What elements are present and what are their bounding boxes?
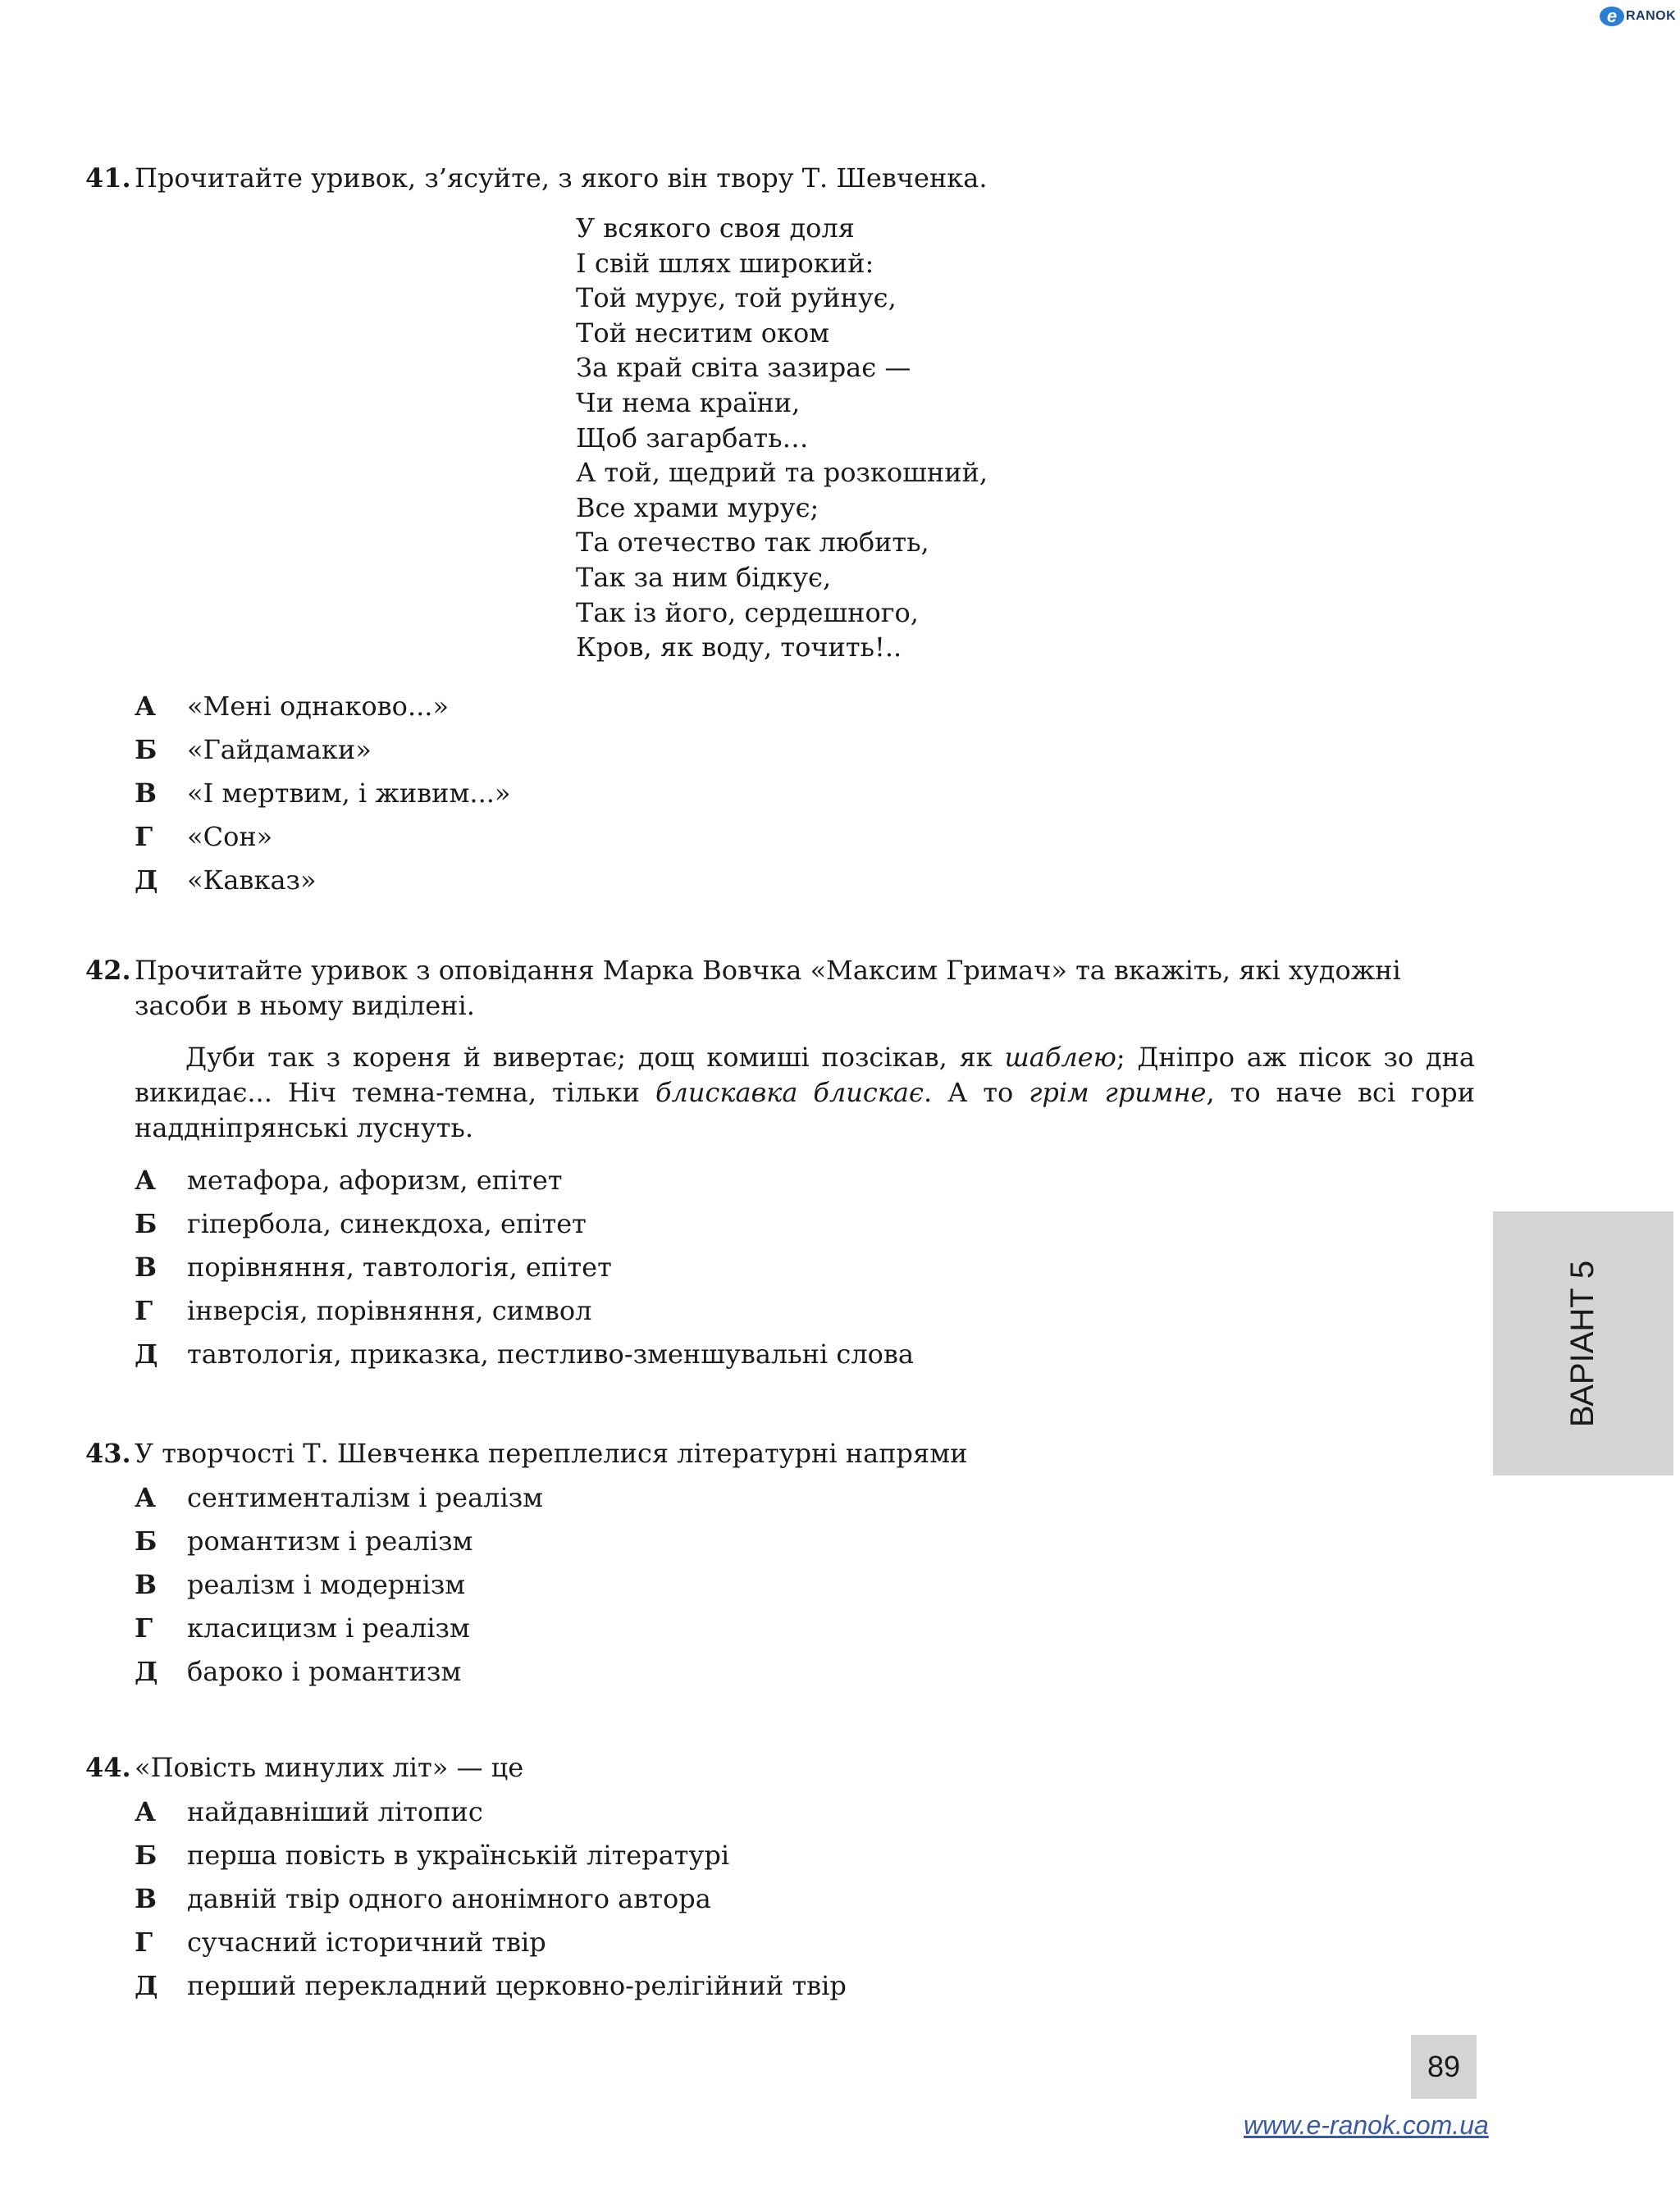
poem-line: Щоб загарбать… xyxy=(576,422,809,454)
answer-option xyxy=(135,1607,1475,1650)
option-letter: Д xyxy=(135,1656,158,1687)
prose-highlight: блискавка блискає xyxy=(655,1077,924,1108)
answer-option xyxy=(135,772,1475,815)
option-text: романтизм і реалізм xyxy=(187,1526,473,1557)
option-letter: В xyxy=(135,1252,158,1283)
option-letter: Д xyxy=(135,1339,158,1370)
option-text: «Мені однаково...» xyxy=(187,690,450,722)
option-text: «Сон» xyxy=(187,820,273,852)
option-text: «І мертвим, і живим...» xyxy=(187,777,511,809)
prose-highlight: шаблею xyxy=(1004,1042,1116,1073)
poem-line: Так за ним бідкує, xyxy=(576,561,832,593)
question-text: Прочитайте уривок, з’ясуйте, з якого він твору Т. Шевченка. xyxy=(135,162,988,194)
option-letter: Г xyxy=(135,1612,153,1644)
prose-text: . А то xyxy=(923,1077,1029,1108)
option-letter: Г xyxy=(135,1927,153,1958)
answer-option xyxy=(135,1289,1475,1333)
answer-option xyxy=(135,1520,1475,1563)
prose-excerpt xyxy=(135,1040,1475,1146)
option-text: гіпербола, синекдоха, епітет xyxy=(187,1208,587,1239)
poem-line: У всякого своя доля xyxy=(576,212,855,244)
answer-option xyxy=(135,1921,1475,1964)
answer-option xyxy=(135,1246,1475,1289)
option-text: перша повість в українській літературі xyxy=(187,1840,730,1871)
option-letter: В xyxy=(135,777,158,809)
option-text: сентименталізм і реалізм xyxy=(187,1482,544,1513)
option-letter: Б xyxy=(135,1840,158,1871)
answer-option xyxy=(135,685,1475,728)
answer-options xyxy=(135,1790,1475,2008)
prose-text: , то наче всі гори наддніпрянські луснуть. xyxy=(135,1077,1476,1143)
option-letter: А xyxy=(135,1482,157,1513)
answer-option xyxy=(135,859,1475,902)
option-letter: В xyxy=(135,1883,158,1914)
poem-line: Чи нема країни, xyxy=(576,386,801,418)
answer-option xyxy=(135,1834,1475,1877)
answer-option xyxy=(135,815,1475,859)
option-text: бароко і романтизм xyxy=(187,1656,462,1687)
answer-option xyxy=(135,1333,1475,1376)
question-number: 41. xyxy=(85,162,131,194)
option-letter: А xyxy=(135,1165,157,1196)
option-letter: Б xyxy=(135,733,158,765)
answer-options xyxy=(135,1159,1475,1376)
option-letter: Б xyxy=(135,1526,158,1557)
option-letter: Д xyxy=(135,864,158,896)
poem-line: Кров, як воду, точить!.. xyxy=(576,632,902,664)
variant-side-tab xyxy=(1493,1211,1673,1475)
answer-option xyxy=(135,1964,1475,2008)
page-number: 89 xyxy=(1411,2035,1477,2099)
option-text: класицизм і реалізм xyxy=(187,1612,470,1644)
option-text: інверсія, порівняння, символ xyxy=(187,1295,592,1326)
prose-text: ; Дніпро аж пісок зо дна викидає... Ніч темна-темна, тільки xyxy=(135,1042,1476,1108)
answer-option xyxy=(135,1202,1475,1246)
question-44 xyxy=(85,1750,1475,2008)
question-text: У творчості Т. Шевченка переплелися літературні напрями xyxy=(135,1438,968,1469)
option-letter: А xyxy=(135,690,157,722)
option-text: найдавніший літопис xyxy=(187,1796,483,1827)
answer-option xyxy=(135,1790,1475,1834)
variant-label: ВАРІАНТ 5 xyxy=(1564,1260,1601,1427)
poem-line: Все храми мурує; xyxy=(576,491,819,523)
option-letter: Г xyxy=(135,1295,153,1326)
answer-options xyxy=(135,1476,1475,1694)
question-number: 44. xyxy=(85,1752,131,1783)
question-text: «Повість минулих літ» — це xyxy=(135,1752,524,1783)
question-text-continued: засоби в ньому виділені. xyxy=(135,990,475,1021)
answer-option xyxy=(135,1476,1475,1520)
prose-highlight: грім гримне xyxy=(1029,1077,1207,1108)
logo-text: RANOK xyxy=(1626,9,1677,23)
poem-line: Так із його, сердешного, xyxy=(576,596,919,628)
answer-option xyxy=(135,728,1475,772)
option-text: реалізм і модернізм xyxy=(187,1569,466,1600)
option-text: давній твір одного анонімного автора xyxy=(187,1883,711,1914)
poem-line: Той неситим оком xyxy=(576,317,830,349)
website-link[interactable]: www.e-ranok.com.ua xyxy=(1244,2110,1489,2140)
poem-line: Та отечество так любить, xyxy=(576,527,929,559)
prose-text: Дуби так з кореня й вивертає; дощ комиші позсікав, як xyxy=(185,1042,1005,1073)
answer-options xyxy=(135,685,1475,902)
option-text: тавтологія, приказка, пестливо-зменшувальні слова xyxy=(187,1339,914,1370)
answer-option xyxy=(135,1650,1475,1694)
poem-line: Той мурує, той руйнує, xyxy=(576,282,897,314)
poem-excerpt xyxy=(576,211,1475,665)
option-text: перший перекладний церковно-релігійний твір xyxy=(187,1970,847,2001)
poem-line: І свій шлях широкий: xyxy=(576,247,874,279)
publisher-logo xyxy=(1600,7,1676,26)
option-letter: В xyxy=(135,1569,158,1600)
option-text: сучасний історичний твір xyxy=(187,1927,546,1958)
question-43 xyxy=(85,1436,1475,1694)
question-number: 43. xyxy=(85,1438,131,1469)
question-41 xyxy=(85,161,1475,902)
option-letter: Д xyxy=(135,1970,158,2001)
question-text: Прочитайте уривок з оповідання Марка Вовчка «Максим Гримач» та вкажіть, які художні xyxy=(135,955,1401,986)
poem-line: А той, щедрий та розкошний, xyxy=(576,457,988,489)
option-text: «Кавказ» xyxy=(187,864,317,896)
question-number: 42. xyxy=(85,955,131,986)
option-text: порівняння, тавтологія, епітет xyxy=(187,1252,612,1283)
option-letter: А xyxy=(135,1796,157,1827)
option-letter: Г xyxy=(135,820,153,852)
answer-option xyxy=(135,1563,1475,1607)
option-text: «Гайдамаки» xyxy=(187,733,372,765)
answer-option xyxy=(135,1159,1475,1202)
question-42 xyxy=(85,953,1475,1376)
answer-option xyxy=(135,1877,1475,1921)
logo-icon: e xyxy=(1600,7,1624,26)
option-text: метафора, афоризм, епітет xyxy=(187,1165,563,1196)
option-letter: Б xyxy=(135,1208,158,1239)
poem-line: За край світа зазирає — xyxy=(576,352,911,384)
